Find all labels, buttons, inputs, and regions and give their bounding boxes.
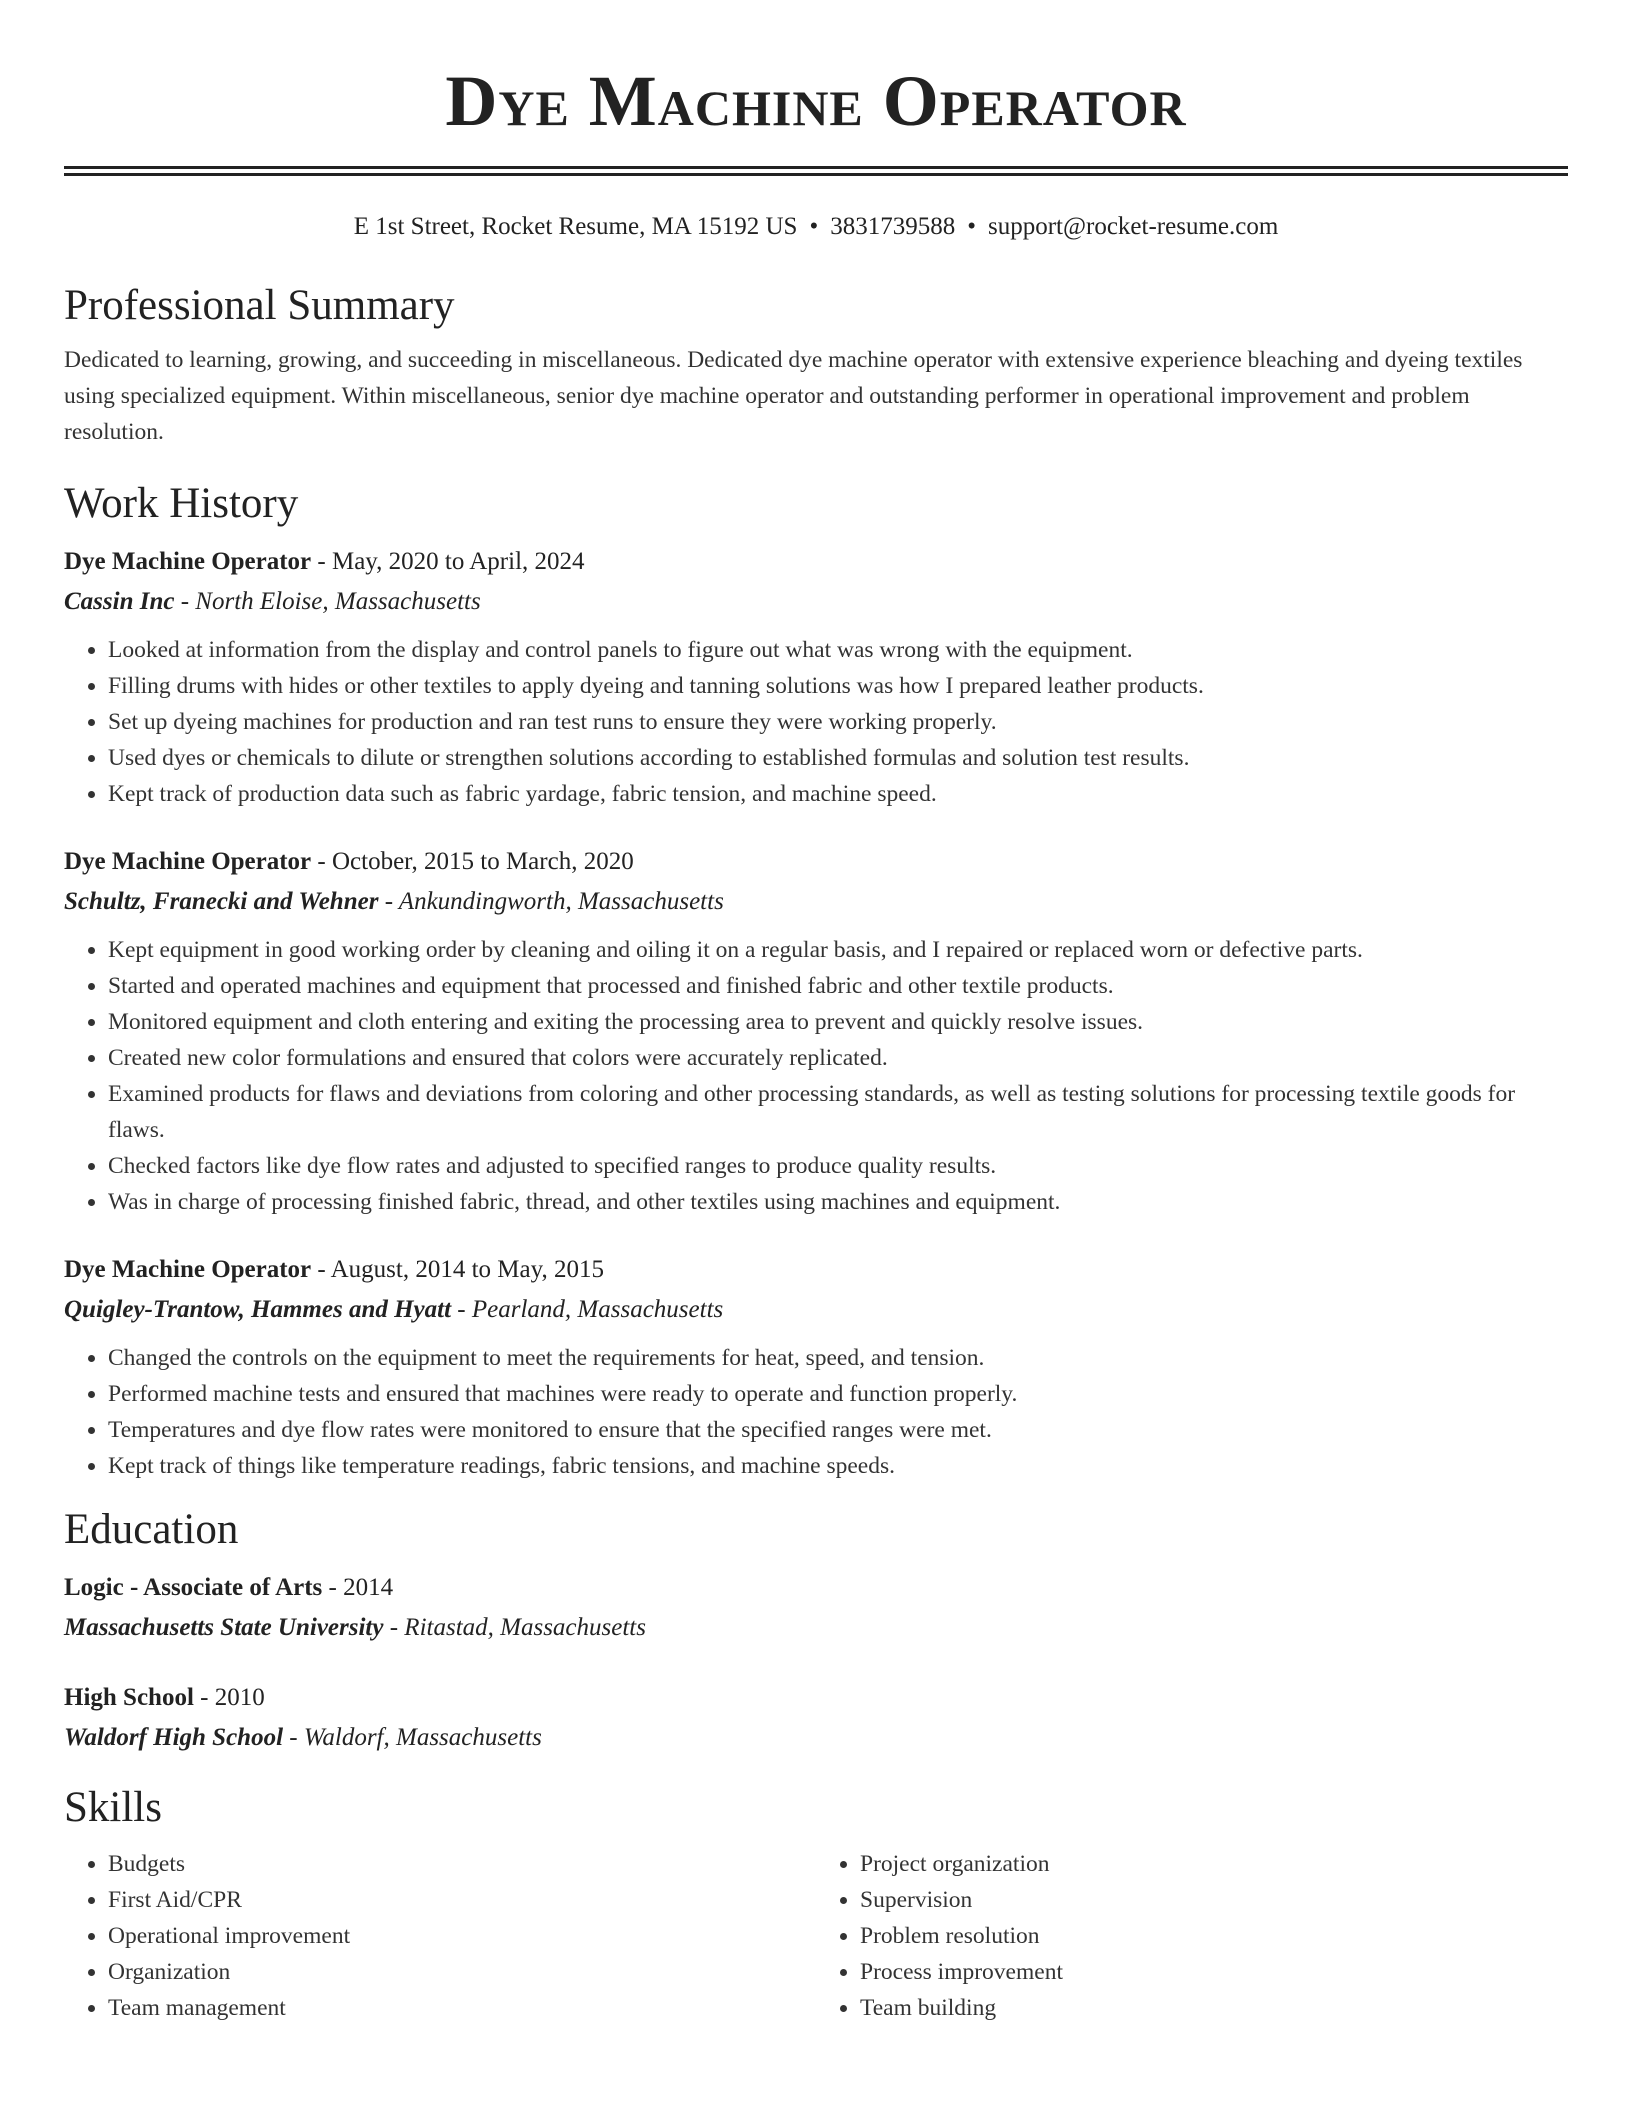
contact-separator: •	[809, 213, 819, 240]
job-entry	[64, 542, 1568, 812]
title-divider	[64, 166, 1568, 176]
job-bullet: • Set up dyeing machines for production and ran test runs to ensure they were working properly.	[108, 704, 1568, 740]
education-degree: High School	[64, 1684, 194, 1711]
education-degree: Logic - Associate of Arts	[64, 1574, 323, 1601]
education-school-line	[64, 1608, 1568, 1648]
job-bullet: • Monitored equipment and cloth entering and exiting the processing area to prevent and quickly resolve issues.	[108, 1004, 1568, 1040]
job-bullet: • Performed machine tests and ensured that machines were ready to operate and function properly.	[108, 1376, 1568, 1412]
education-school: Waldorf High School	[64, 1724, 284, 1751]
job-bullet: • Looked at information from the display and control panels to figure out what was wrong with the equipment.	[108, 632, 1568, 668]
education-school: Massachusetts State University	[64, 1614, 384, 1641]
job-bullet: • Created new color formulations and ensured that colors were accurately replicated.	[108, 1040, 1568, 1076]
job-company: Schultz, Franecki and Wehner	[64, 888, 379, 915]
skill-item: • Organization	[108, 1954, 816, 1990]
job-title-line	[64, 1250, 1568, 1290]
skills-heading: Skills	[64, 1784, 162, 1831]
job-location: - Ankundingworth, Massachusetts	[378, 888, 724, 915]
job-bullet: • Filling drums with hides or other textiles to apply dyeing and tanning solutions was how I prepared leather products.	[108, 668, 1568, 704]
job-entry	[64, 842, 1568, 1220]
job-title: Dye Machine Operator	[64, 548, 312, 575]
skill-item: • Budgets	[108, 1846, 816, 1882]
summary-text: Dedicated to learning, growing, and succeeding in miscellaneous. Dedicated dye machine operator with extensive experience bleaching and dyeing textiles using specialized equipment. Within miscellaneous, senior dye machine operator and outstanding performer in operational improvement and problem resolution.	[64, 347, 1523, 445]
job-title: Dye Machine Operator	[64, 848, 312, 875]
skill-item: • Team management	[108, 1990, 816, 2026]
skill-item: • Project organization	[860, 1846, 1568, 1882]
job-bullet: • Checked factors like dye flow rates and adjusted to specified ranges to produce quality results.	[108, 1148, 1568, 1184]
job-bullet: • Started and operated machines and equipment that processed and finished fabric and other textile products.	[108, 968, 1568, 1004]
job-bullets	[64, 1340, 1568, 1484]
job-company: Cassin Inc	[64, 588, 175, 615]
education-degree-line	[64, 1678, 1568, 1718]
skills-list	[64, 1846, 1568, 2026]
skill-item: • Process improvement	[860, 1954, 1568, 1990]
contact-phone: 3831739588	[830, 213, 956, 240]
job-bullet: • Kept track of production data such as fabric yardage, fabric tension, and machine speed.	[108, 776, 1568, 812]
job-location: - North Eloise, Massachusetts	[174, 588, 481, 615]
job-bullet: • Temperatures and dye flow rates were monitored to ensure that the specified ranges were met.	[108, 1412, 1568, 1448]
job-bullets	[64, 632, 1568, 812]
contact-address: E 1st Street, Rocket Resume, MA 15192 US	[353, 213, 798, 240]
skill-item: • Team building	[860, 1990, 1568, 2026]
job-bullet: • Kept track of things like temperature readings, fabric tensions, and machine speeds.	[108, 1448, 1568, 1484]
job-title-line	[64, 542, 1568, 582]
job-bullets	[64, 932, 1568, 1220]
job-location: - Pearland, Massachusetts	[451, 1296, 724, 1323]
education-entry	[64, 1568, 1568, 1648]
contact-email: support@rocket-resume.com	[987, 213, 1279, 240]
job-dates: - August, 2014 to May, 2015	[311, 1256, 604, 1283]
job-company-line	[64, 882, 1568, 922]
job-dates: - October, 2015 to March, 2020	[311, 848, 634, 875]
education-heading: Education	[64, 1506, 239, 1553]
skill-item: • Operational improvement	[108, 1918, 816, 1954]
skills-column-left	[64, 1846, 816, 2026]
education-location: - Ritastad, Massachusetts	[383, 1614, 646, 1641]
contact-separator: •	[967, 213, 976, 240]
job-company: Quigley-Trantow, Hammes and Hyatt	[64, 1296, 452, 1323]
job-title: Dye Machine Operator	[64, 1256, 312, 1283]
skill-item: • Problem resolution	[860, 1918, 1568, 1954]
job-dates: - May, 2020 to April, 2024	[311, 548, 585, 575]
job-entry	[64, 1250, 1568, 1484]
education-school-line	[64, 1718, 1568, 1758]
job-bullet: • Kept equipment in good working order by cleaning and oiling it on a regular basis, and I repaired or replaced worn or defective parts.	[108, 932, 1568, 968]
job-company-line	[64, 1290, 1568, 1330]
summary-heading: Professional Summary	[64, 282, 455, 329]
education-year: - 2010	[193, 1684, 265, 1711]
job-bullet: • Examined products for flaws and deviations from coloring and other processing standards, as well as testing solutions for processing textile goods for flaws.	[108, 1076, 1568, 1148]
job-title-line	[64, 842, 1568, 882]
education-location: - Waldorf, Massachusetts	[283, 1724, 542, 1751]
education-year: - 2014	[322, 1574, 394, 1601]
contact-line	[64, 210, 1568, 244]
resume-title: Dye Machine Operator	[445, 61, 1187, 141]
education-entry	[64, 1678, 1568, 1758]
job-bullet: • Changed the controls on the equipment to meet the requirements for heat, speed, and tension.	[108, 1340, 1568, 1376]
job-bullet: • Used dyes or chemicals to dilute or strengthen solutions according to established formulas and solution test results.	[108, 740, 1568, 776]
work-history-heading: Work History	[64, 480, 299, 527]
job-bullet: • Was in charge of processing finished fabric, thread, and other textiles using machines and equipment.	[108, 1184, 1568, 1220]
job-company-line	[64, 582, 1568, 622]
skill-item: • First Aid/CPR	[108, 1882, 816, 1918]
education-degree-line	[64, 1568, 1568, 1608]
skill-item: • Supervision	[860, 1882, 1568, 1918]
skills-column-right	[816, 1846, 1568, 2026]
